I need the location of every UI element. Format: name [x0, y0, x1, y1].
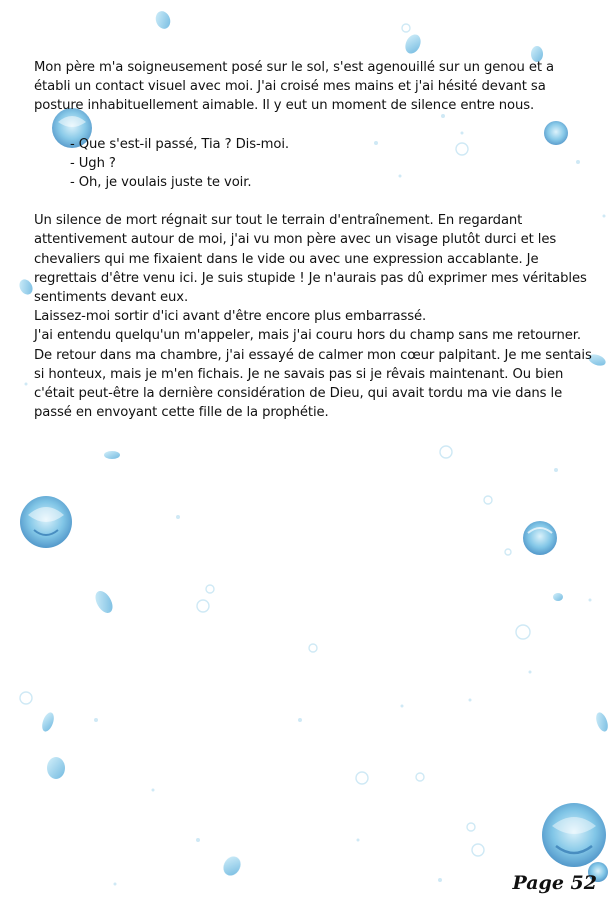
- dialogue-block: [34, 135, 594, 193]
- paragraph: De retour dans ma chambre, j'ai essayé de calmer mon cœur palpitant. Je me sentais si honteux, mais je m'en fichais. Je ne savais pas si je rêvais maintenant. Ou bien c'était peut-être la dernière considération de Dieu, qui avait tordu ma vie dans le passé en envoyant cette fille de la prophétie.: [34, 347, 592, 421]
- bubble-icon: [402, 24, 410, 32]
- petal-icon: [153, 9, 172, 31]
- bubble-icon: [197, 600, 209, 612]
- rose-icon: [523, 521, 557, 555]
- bubble-icon: [416, 773, 424, 781]
- bubble-icon: [484, 496, 492, 504]
- bubble-icon: [356, 772, 368, 784]
- paragraph: Un silence de mort régnait sur tout le terrain d'entraînement. En regardant attentivement autour de moi, j'ai vu mon père avec un visage plutôt durci et les chevaliers qui me fixaient dans le vide ou avec une expression accablante. Je regrettais d'être venu ici. Je suis stupide ! Je n'aurais pas dû exprimer mes véritables sentiments devant eux.: [34, 213, 587, 306]
- paragraph: Laissez-moi sortir d'ici avant d'être encore plus embarrassé.: [34, 309, 427, 325]
- bubble-icon: [20, 692, 32, 704]
- petal-icon: [553, 593, 563, 601]
- paragraph: J'ai entendu quelqu'un m'appeler, mais j'ai couru hors du champ sans me retourner.: [34, 328, 581, 344]
- page-number: Page 52: [512, 872, 597, 894]
- paragraph: Mon père m'a soigneusement posé sur le sol, s'est agenouillé sur un genou et a établi un contact visuel avec moi. J'ai croisé mes mains et j'ai hésité devant sa posture inhabituellement aimable. Il y eut un moment de silence entre nous.: [34, 60, 555, 114]
- bubble-icon: [516, 625, 530, 639]
- bubble-icon: [309, 644, 317, 652]
- body-text: [34, 58, 594, 422]
- petal-icon: [220, 853, 244, 878]
- petal-icon: [40, 711, 56, 733]
- dialogue-line: - Que s'est-il passé, Tia ? Dis-moi.: [70, 136, 290, 152]
- bubble-icon: [472, 844, 484, 856]
- bubble-icon: [467, 823, 475, 831]
- petal-icon: [402, 32, 423, 56]
- bubble-icon: [206, 585, 214, 593]
- petal-icon: [17, 277, 35, 297]
- dialogue-line: - Oh, je voulais juste te voir.: [70, 175, 252, 191]
- petal-icon: [594, 711, 610, 733]
- petal-icon: [47, 757, 65, 779]
- rose-icon: [20, 496, 72, 548]
- petal-icon: [104, 451, 120, 459]
- dialogue-line: - Ugh ?: [70, 155, 116, 171]
- petal-icon: [92, 588, 116, 616]
- bubble-icon: [440, 446, 452, 458]
- rose-icon: [542, 803, 608, 882]
- bubble-icon: [505, 549, 511, 555]
